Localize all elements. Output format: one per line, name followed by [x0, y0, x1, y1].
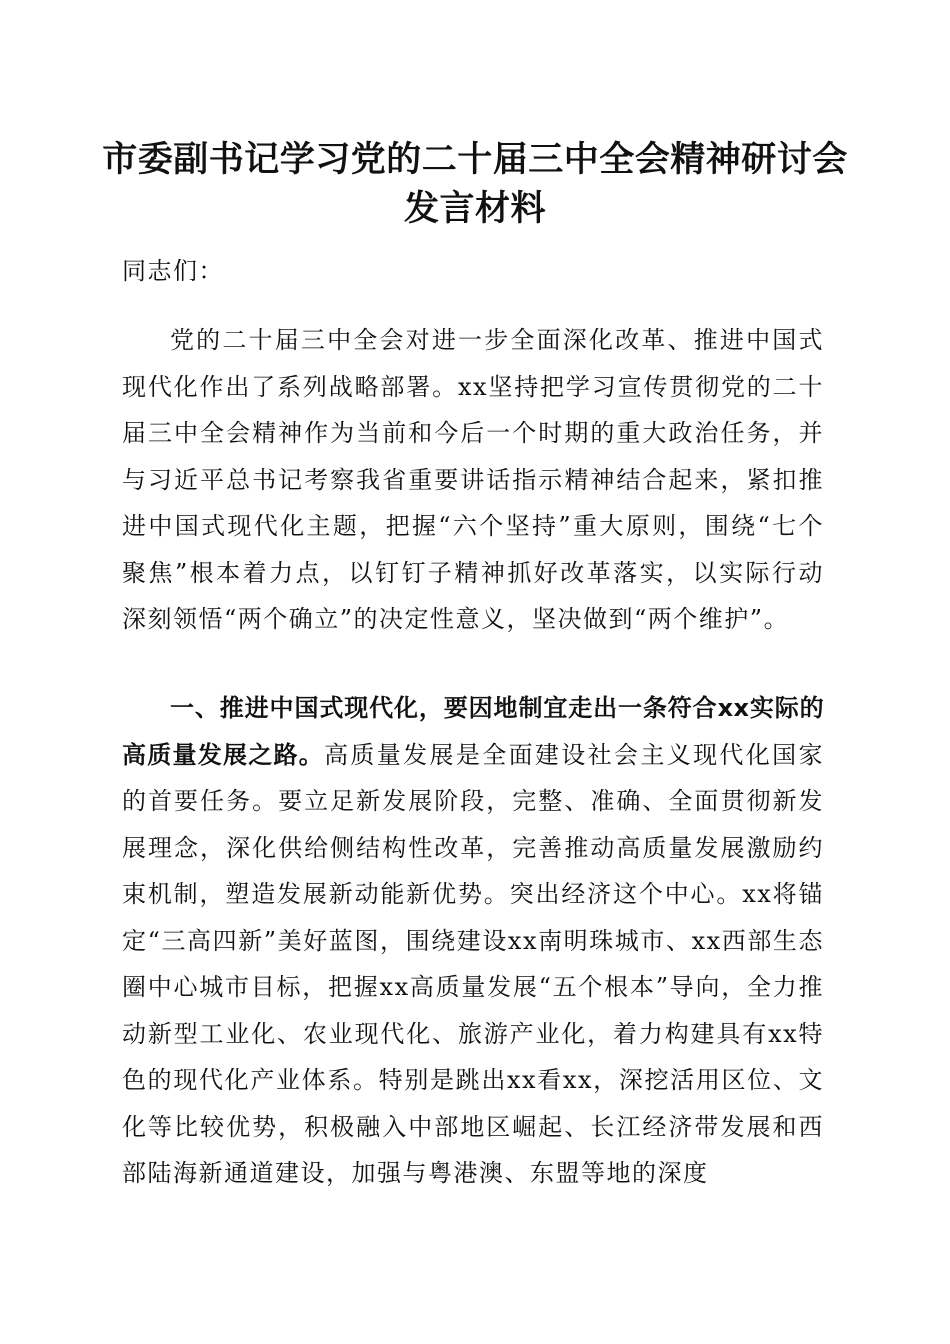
salutation: 同志们： [122, 257, 224, 285]
document-title: 市委副书记学习党的二十届三中全会精神研讨会发言材料 [102, 139, 848, 229]
paragraph-intro: 党的二十届三中全会对进一步全面深化改革、推进中国式现代化作出了系列战略部署。xx坚持把学习宣传贯彻党的二十届三中全会精神作为当前和今后一个时期的重大政治任务，并与习近平总书记考察我省重要讲话指示精神结合起来，紧扣推进中国式现代化主题，把握“六个坚持”重大原则，围绕“七个聚焦”根本着力点，以钉钉子精神抓好改革落实，以实际行动深刻领悟“两个确立”的决定性意义，坚决做到“两个维护”。 [122, 326, 824, 633]
section-heading: 一、推进中国式现代化，要因地制宜走出一条符合xx实际的高质量发展之路。 [122, 694, 824, 769]
paragraph-section-1 [122, 685, 824, 1197]
section-body: 高质量发展是全面建设社会主义现代化国家的首要任务。要立足新发展阶段，完整、准确、全面贯彻新发展理念，深化供给侧结构性改革，完善推动高质量发展激励约束机制，塑造发展新动能新优势。突出经济这个中心。xx将锚定“三高四新”美好蓝图，围绕建设xx南明珠城市、xx西部生态圈中心城市目标，把握xx高质量发展“五个根本”导向，全力推动新型工业化、农业现代化、旅游产业化，着力构建具有xx特色的现代化产业体系。特别是跳出xx看xx，深挖活用区位、文化等比较优势，积极融入中部地区崛起、长江经济带发展和西部陆海新通道建设，加强与粤港澳、东盟等地的深度 [122, 740, 824, 1187]
